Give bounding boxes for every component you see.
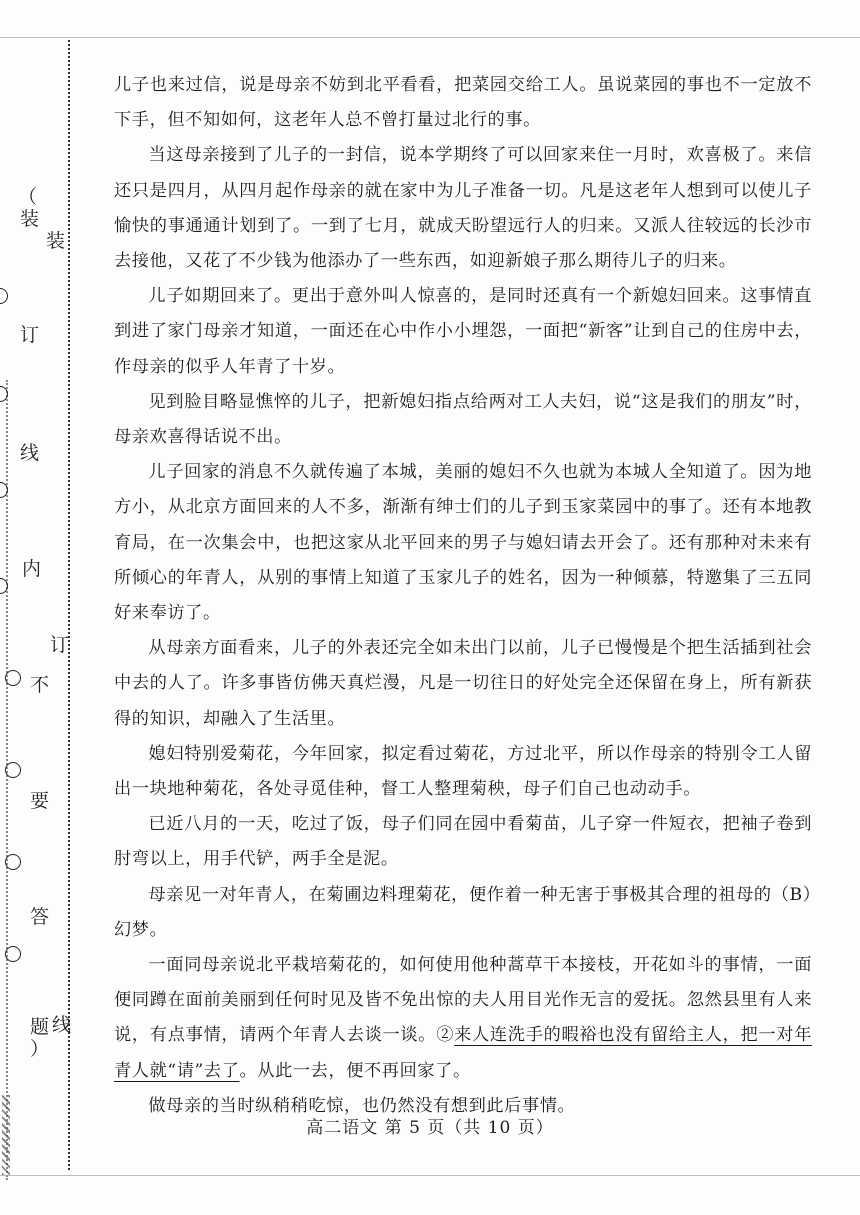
margin-char-ding: 订 [20, 324, 40, 346]
paragraph-with-marked-sentence [114, 948, 812, 1089]
binding-hole [5, 854, 21, 870]
paragraph: 儿子如期回来了。更出于意外叫人惊喜的，是同时还真有一个新媳妇回来。这事情直到进了家门母亲才知道，一面还在心中作小小埋怨，一面把“新客”让到自己的住房中去，作母亲的似乎人年青了十岁。 [114, 286, 812, 377]
paragraph: 从母亲方面看来，儿子的外表还完全如未出门以前，儿子已慢慢是个把生活插到社会中去的人了。许多事皆仿佛天真烂漫，凡是一切往日的好处完全还保留在身上，所有新获得的知识，却融入了生活里。 [114, 638, 812, 729]
margin-paren-open: （ [18, 186, 38, 208]
paragraph: 儿子也来过信，说是母亲不妨到北平看看，把菜园交给工人。虽说菜园的事也不一定放不下手，但不知如何，这老年人总不曾打量过北行的事。 [114, 75, 812, 131]
inner-char-zhuang: 装 [46, 230, 66, 252]
top-edge [0, 37, 860, 38]
sentence-marker: ② [436, 1025, 455, 1046]
margin-paren-close: ） [30, 1038, 50, 1060]
bottom-edge [0, 1175, 860, 1176]
paragraph: 媳妇特别爱菊花，今年回家，拟定看过菊花，方过北平，所以作母亲的特别令工人留出一块地种菊花，各处寻觅佳种，督工人整理菊秧，母子们自己也动动手。 [114, 743, 812, 800]
paragraph: 已近八月的一天，吃过了饭，母子们同在园中看菊苗，儿子穿一件短衣，把袖子卷到肘弯以上，用手代铲，两手全是泥。 [114, 814, 812, 870]
binding-dotted-line [68, 40, 70, 1170]
paragraph: 母亲见一对年青人，在菊圃边料理菊花，便作着一种无害于事极其合理的祖母的（B）幻梦。 [114, 884, 812, 940]
paragraph-text: 一面同母亲说北平栽培菊花的，如何使用他种蒿草干本接枝，开花如斗的事情，一面便同蹲在面前美丽到任何时见及皆不免出惊的夫人用目光作无言的爱抚。忽然县里有人来说，有点事情，请两个年青人去谈一谈。 [114, 955, 812, 1046]
margin-char-da: 答 [30, 906, 50, 928]
margin-char-xian: 线 [20, 442, 40, 464]
page-footer: 高二语文 第 5 页（共 10 页） [306, 1118, 554, 1138]
binding-hole [5, 946, 21, 962]
margin-char-yao: 要 [30, 790, 50, 812]
binding-hole [5, 762, 21, 778]
paragraph: 当这母亲接到了儿子的一封信，说本学期终了可以回家来住一月时，欢喜极了。来信还只是四月，从四月起作母亲的就在家中为儿子准备一切。凡是这老年人想到可以使儿子愉快的事通通计划到了。一到了七月，就成天盼望远行人的归来。又派人往较远的长沙市去接他，又花了不少钱为他添办了一些东西，如迎新娘子那么期待儿子的归来。 [114, 145, 812, 272]
paragraph: 做母亲的当时纵稍稍吃惊，也仍然没有想到此后事情。 [148, 1095, 576, 1116]
margin-char-bu: 不 [30, 674, 50, 696]
binding-hole [5, 670, 21, 686]
underlined-sentence: 来人连洗手的暇裕也没有留给主人，把一对年青人就“请”去了 [114, 1025, 812, 1081]
paragraph: 儿子回家的消息不久就传遍了本城，美丽的媳妇不久也就为本城人全知道了。因为地方小，从北京方面回来的人不多，渐渐有绅士们的儿子到玉家菜园中的事了。还有本地教育局，在一次集会中，也把这家从北平回来的男子与媳妇请去开会了。还有那种对未来有所倾心的年青人，从别的事情上知道了玉家儿子的姓名，因为一种倾慕，特邀集了三五同好来奉访了。 [114, 462, 812, 624]
margin-char-nei: 内 [22, 558, 42, 580]
margin-char-ti: 题 [30, 1016, 50, 1038]
reading-passage [114, 68, 812, 1124]
paragraph: 见到脸目略显憔悴的儿子，把新媳妇指点给两对工人夫妇，说“这是我们的朋友”时，母亲欢喜得话说不出。 [114, 391, 812, 448]
left-perforation [6, 380, 8, 1180]
paragraph-tail: 。从此一去，便不再回家了。 [239, 1060, 471, 1081]
inner-char-ding: 订 [50, 634, 70, 656]
inner-char-xian: 线 [52, 1014, 72, 1036]
binding-hole [0, 288, 8, 304]
margin-char-zhuang: 装 [20, 208, 40, 230]
